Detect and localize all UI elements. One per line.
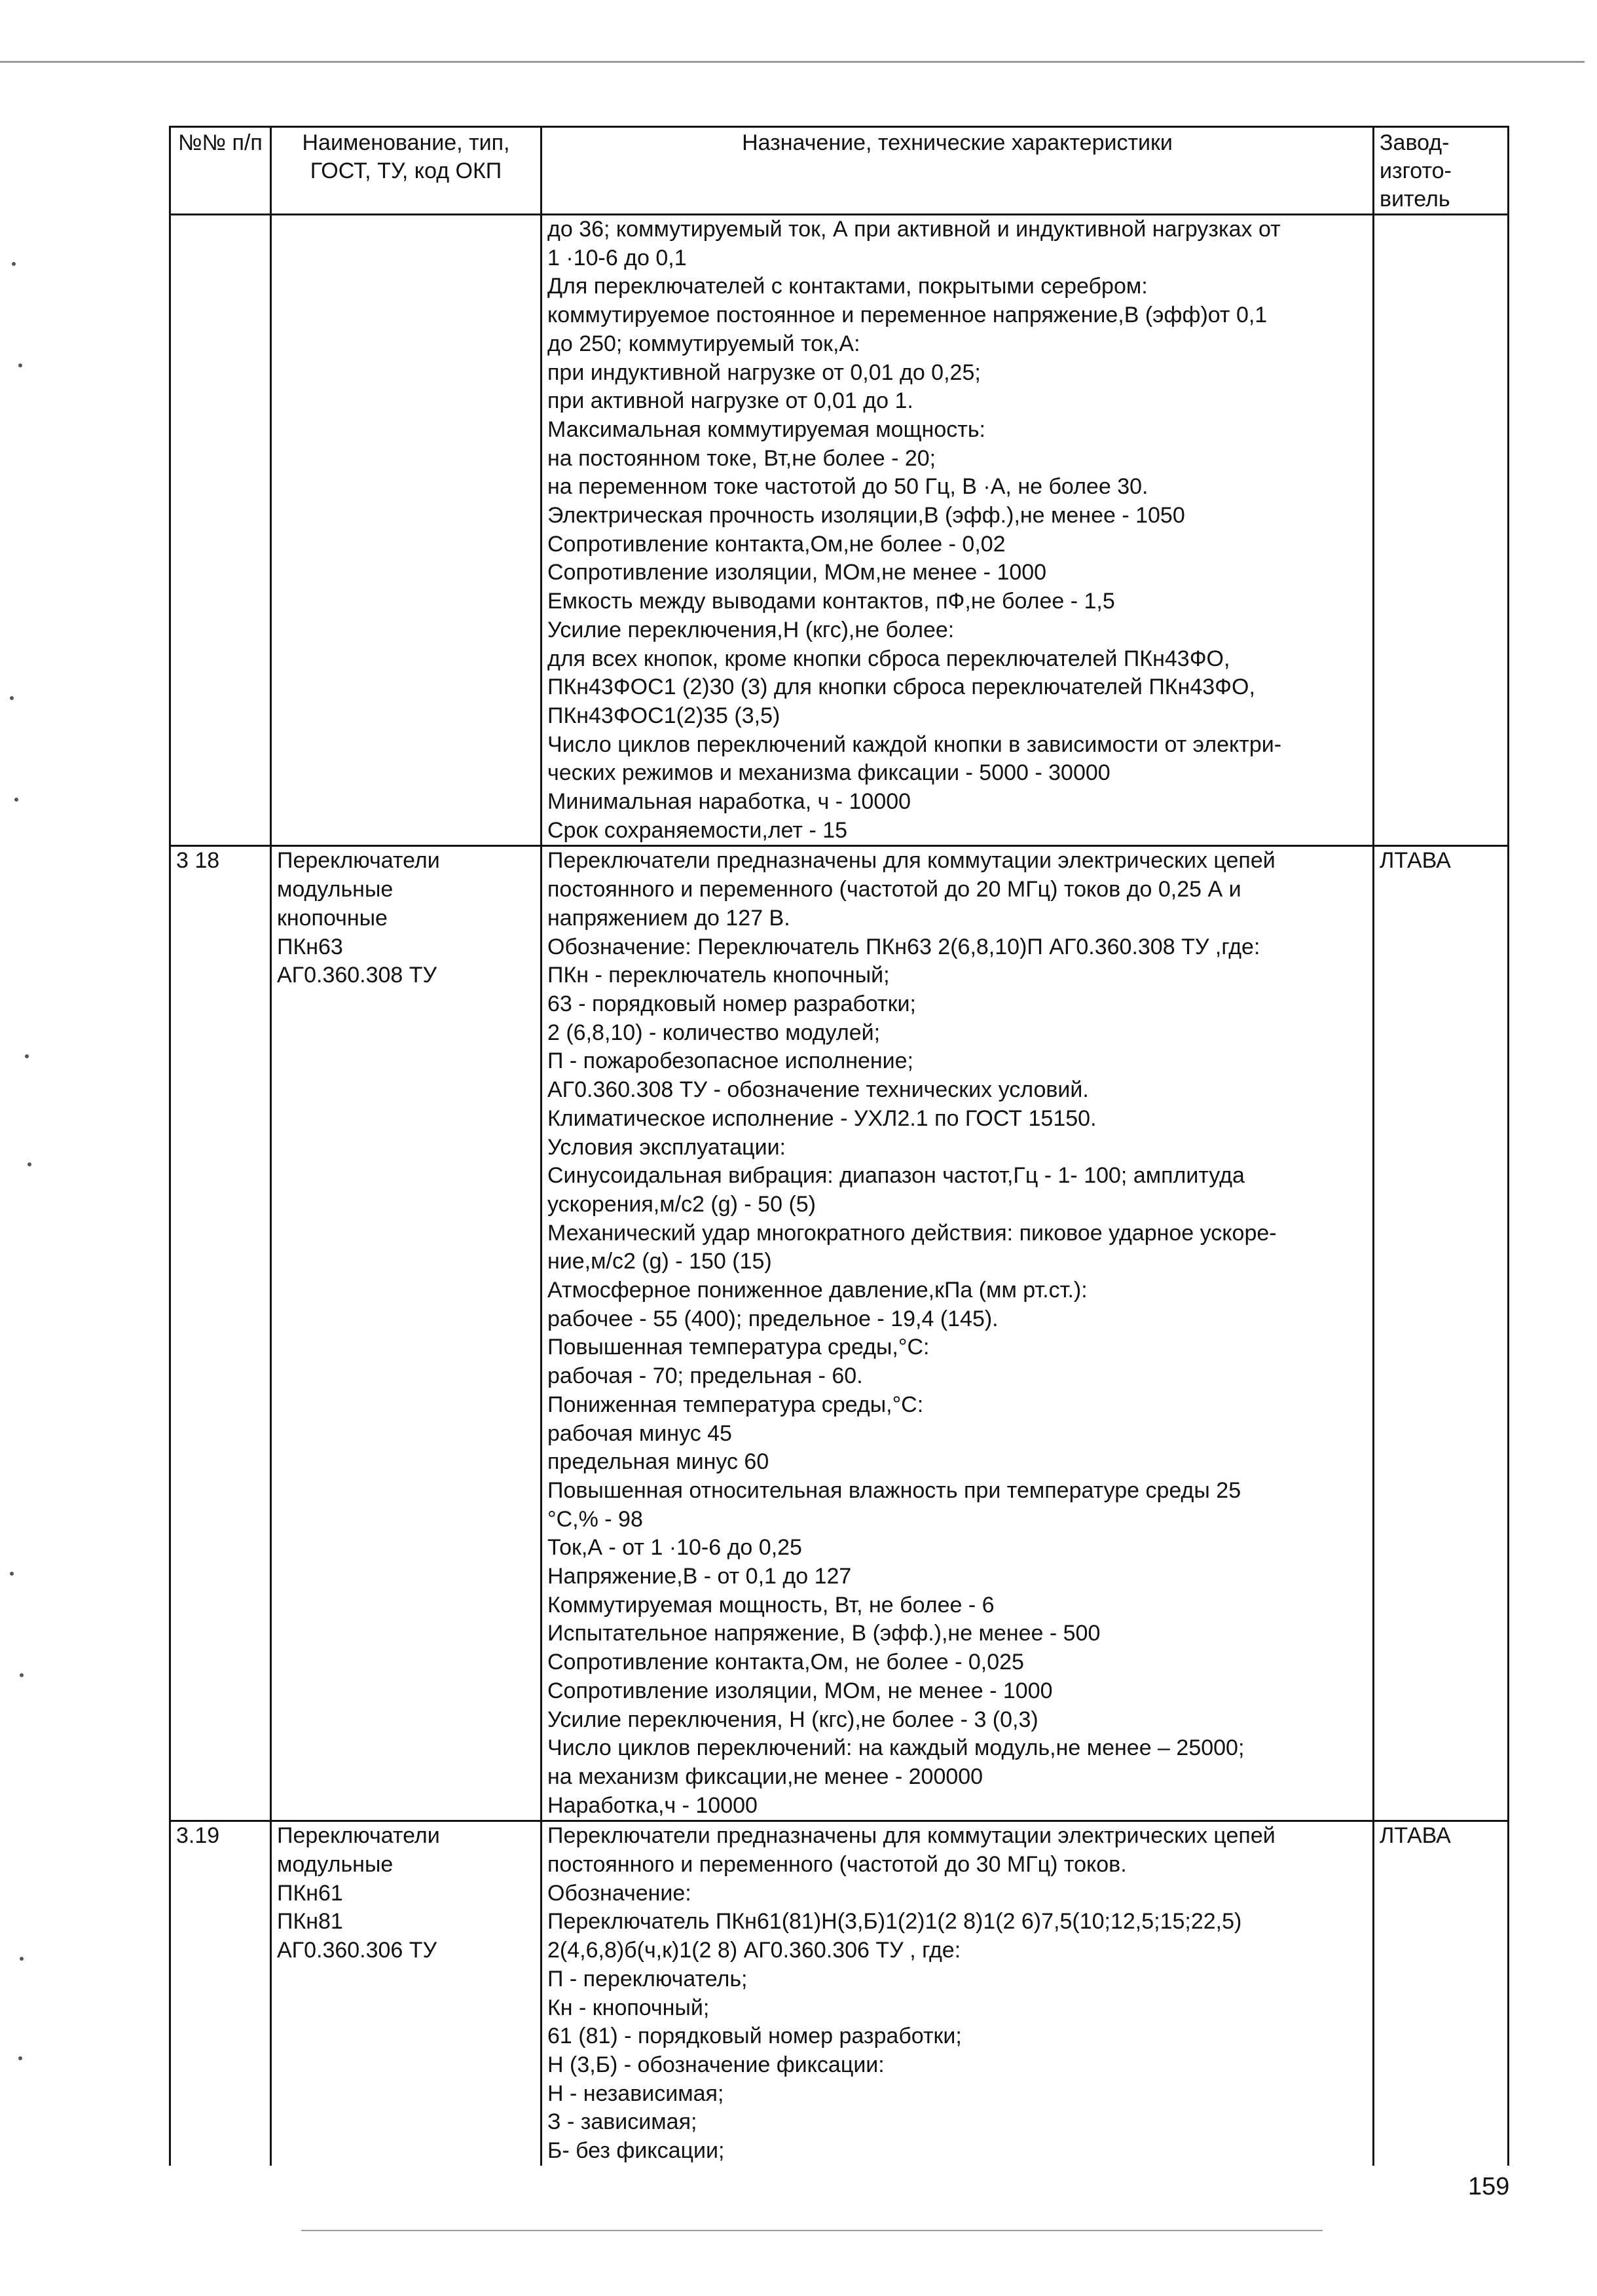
text-line: З - зависимая; [547, 2109, 697, 2135]
text-line: Число циклов переключений каждой кнопки в зависимости от электри- [547, 731, 1282, 757]
text-line: Срок сохраняемости,лет - 15 [547, 817, 848, 843]
text-line: П - переключатель; [547, 1966, 748, 1991]
text-line: АГ0.360.306 ТУ [277, 1938, 437, 1963]
text-line: рабочее - 55 (400); предельное - 19,4 (145). [547, 1306, 999, 1331]
text-line: постоянного и переменного (частотой до 30 МГц) токов. [547, 1852, 1127, 1878]
text-line: на постоянном токе, Вт,не более - 20; [547, 445, 936, 471]
text-line: Переключатели [277, 1823, 440, 1849]
text-line: рабочая - 70; предельная - 60. [547, 1363, 863, 1389]
scan-dot [10, 696, 14, 700]
text-line: 2(4,6,8)б(ч,к)1(2 8) АГ0.360.306 ТУ , где: [547, 1938, 961, 1963]
text-line: Н - независимая; [547, 2081, 724, 2106]
text-line: Условия эксплуатации: [547, 1134, 786, 1160]
text-line: Атмосферное пониженное давление,кПа (мм рт.ст.): [547, 1278, 1088, 1303]
table-row [170, 1821, 1509, 2166]
cell-purpose [542, 846, 1374, 1821]
text-line: Сопротивление контакта,Ом, не более - 0,025 [547, 1650, 1024, 1675]
text-line: Кн - кнопочный; [547, 1995, 710, 2020]
text-line: АГ0.360.308 ТУ [277, 963, 437, 988]
text-line: для всех кнопок, кроме кнопки сброса переключателей ПКн43ФО, [547, 646, 1230, 671]
text-line: Обозначение: Переключатель ПКн63 2(6,8,10)П АГ0.360.308 ТУ ,где: [547, 934, 1260, 959]
text-line: АГ0.360.308 ТУ - обозначение технических условий. [547, 1077, 1089, 1103]
text-line: 2 (6,8,10) - количество модулей; [547, 1020, 881, 1045]
text-line: Переключатели предназначены для коммутации электрических цепей [547, 1823, 1276, 1849]
text-line: Максимальная коммутируемая мощность: [547, 417, 985, 442]
scan-dot [14, 798, 18, 802]
text-line: Переключатель ПКн61(81)Н(3,Б)1(2)1(2 8)1(2 6)7,5(10;12,5;15;22,5) [547, 1909, 1242, 1935]
scan-dot [25, 1054, 29, 1058]
text-line: Сопротивление контакта,Ом,не более - 0,02 [547, 531, 1006, 557]
text-line: °С,% - 98 [547, 1506, 643, 1532]
text-line: Повышенная температура среды,°С: [547, 1335, 930, 1360]
table-row-continuation [170, 215, 1509, 846]
text-line: ПКн81 [277, 1909, 343, 1935]
text-line: Электрическая прочность изоляции,В (эфф.),не менее - 1050 [547, 503, 1185, 528]
spec-table [169, 126, 1509, 2166]
text-line: модульные [277, 1852, 394, 1878]
cell-name [271, 1821, 542, 2166]
cell-name [271, 215, 542, 846]
text-line: Переключатели предназначены для коммутации электрических цепей [547, 848, 1276, 874]
text-line: Напряжение,В - от 0,1 до 127 [547, 1564, 852, 1589]
cell-purpose [542, 1821, 1374, 2166]
cell-name [271, 846, 542, 1821]
text-line: 61 (81) - порядковый номер разработки; [547, 2024, 962, 2049]
text-line: ние,м/с2 (g) - 150 (15) [547, 1249, 772, 1274]
header-maker: Завод-изгото-витель [1374, 127, 1509, 215]
cell-maker: ЛТАВА [1374, 846, 1509, 1821]
scan-dot [20, 1957, 24, 1961]
text-line: Минимальная наработка, ч - 10000 [547, 789, 911, 815]
text-line: Емкость между выводами контактов, пФ,не более - 1,5 [547, 589, 1115, 614]
cell-maker [1374, 215, 1509, 846]
header-purpose: Назначение, технические характеристики [542, 127, 1374, 215]
cell-maker: ЛТАВА [1374, 1821, 1509, 2166]
text-line: Испытательное напряжение, В (эфф.),не менее - 500 [547, 1621, 1101, 1646]
text-line: Для переключателей с контактами, покрытыми серебром: [547, 274, 1148, 299]
header-num: №№ п/п [170, 127, 271, 215]
text-line: кнопочные [277, 905, 388, 931]
text-line: П - пожаробезопасное исполнение; [547, 1048, 914, 1074]
text-line: на переменном токе частотой до 50 Гц, В ·А, не более 30. [547, 474, 1148, 500]
text-line: 63 - порядковый номер разработки; [547, 991, 916, 1016]
scan-dot [20, 1673, 24, 1677]
scan-dot [12, 262, 16, 266]
header-name: Наименование, тип, ГОСТ, ТУ, код ОКП [271, 127, 542, 215]
text-line: постоянного и переменного (частотой до 20 МГц) токов до 0,25 А и [547, 877, 1241, 902]
text-line: Усилие переключения,Н (кгс),не более: [547, 617, 955, 642]
scan-artifact-bottom [301, 2230, 1323, 2231]
text-line: Н (3,Б) - обозначение фиксации: [547, 2052, 885, 2077]
text-line: Обозначение: [547, 1880, 691, 1906]
text-line: до 36; коммутируемый ток, А при активной и индуктивной нагрузках от [547, 217, 1281, 242]
page-number: 159 [1468, 2173, 1510, 2200]
text-line: ПКн61 [277, 1880, 343, 1906]
cell-purpose [542, 215, 1374, 846]
text-line: ческих режимов и механизма фиксации - 5000 - 30000 [547, 760, 1111, 786]
text-line: модульные [277, 877, 394, 902]
text-line: Б- без фиксации; [547, 2138, 725, 2164]
text-line: ПКн63 [277, 934, 343, 959]
table-row [170, 846, 1509, 1821]
cell-num: 3 18 [170, 846, 271, 1821]
scan-dot [18, 363, 22, 367]
text-line: Сопротивление изоляции, МОм,не менее - 1000 [547, 560, 1047, 585]
text-line: на механизм фиксации,не менее - 200000 [547, 1764, 983, 1789]
text-line: ПКн43ФОС1 (2)30 (3) для кнопки сброса переключателей ПКн43ФО, [547, 675, 1255, 700]
scan-artifact-top [0, 61, 1585, 63]
text-line: ПКн43ФОС1(2)35 (3,5) [547, 703, 780, 728]
text-line: Переключатели [277, 848, 440, 874]
text-line: Климатическое исполнение - УХЛ2.1 по ГОСТ 15150. [547, 1105, 1097, 1131]
text-line: Коммутируемая мощность, Вт, не более - 6 [547, 1592, 995, 1618]
cell-num: 3.19 [170, 1821, 271, 2166]
text-line: при индуктивной нагрузке от 0,01 до 0,25; [547, 360, 981, 385]
text-line: Пониженная температура среды,°С: [547, 1392, 924, 1417]
text-line: Повышенная относительная влажность при температуре среды 25 [547, 1477, 1241, 1503]
text-line: Усилие переключения, Н (кгс),не более - 3 (0,3) [547, 1707, 1038, 1732]
scan-dot [28, 1162, 31, 1166]
text-line: до 250; коммутируемый ток,А: [547, 331, 860, 356]
text-line: Наработка,ч - 10000 [547, 1792, 758, 1818]
text-line: ПКн - переключатель кнопочный; [547, 963, 890, 988]
text-line: предельная минус 60 [547, 1449, 769, 1475]
scan-dot [10, 1572, 14, 1576]
text-line: Сопротивление изоляции, МОм, не менее - 1000 [547, 1678, 1053, 1703]
text-line: Механический удар многократного действия: пиковое ударное ускоре- [547, 1220, 1277, 1246]
text-line: 1 ·10-6 до 0,1 [547, 245, 687, 270]
text-line: Число циклов переключений: на каждый модуль,не менее – 25000; [547, 1735, 1245, 1761]
text-line: ускорения,м/с2 (g) - 50 (5) [547, 1191, 816, 1217]
cell-num [170, 215, 271, 846]
text-line: напряжением до 127 В. [547, 905, 790, 931]
text-line: Синусоидальная вибрация: диапазон частот,Гц - 1- 100; амплитуда [547, 1163, 1245, 1189]
scan-dot [18, 2056, 22, 2060]
table-header-row [170, 127, 1509, 215]
text-line: Ток,А - от 1 ·10-6 до 0,25 [547, 1535, 802, 1561]
text-line: при активной нагрузке от 0,01 до 1. [547, 388, 913, 414]
text-line: коммутируемое постоянное и переменное напряжение,В (эфф)от 0,1 [547, 303, 1268, 328]
text-line: рабочая минус 45 [547, 1420, 732, 1446]
